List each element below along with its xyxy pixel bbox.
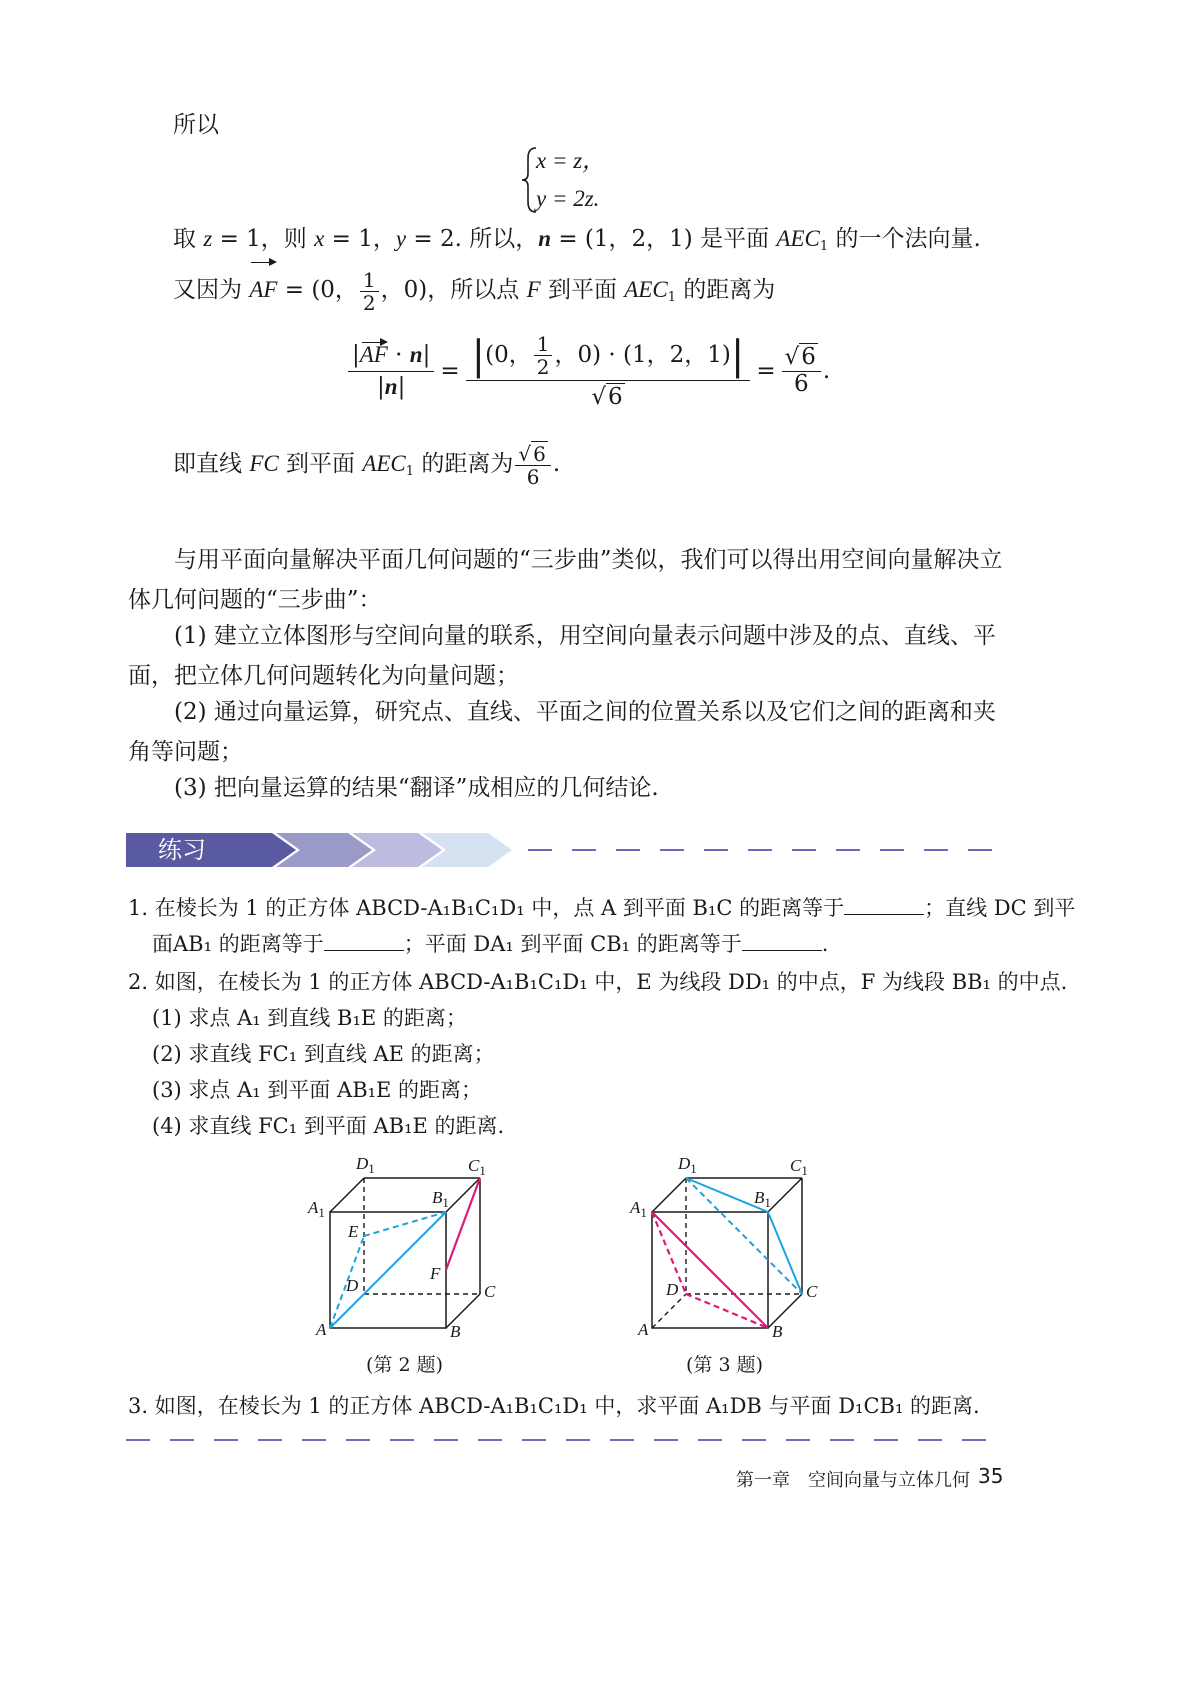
equation-y-eq-2z: y = 2z. xyxy=(536,186,600,211)
summary-step-1: (1) 建立立体图形与空间向量的联系，用空间向量表示问题中涉及的点、直线、平面，把立体几何问题转化为向量问题； xyxy=(128,623,996,689)
label-a: A xyxy=(638,1320,649,1339)
practice-banner xyxy=(126,833,1006,867)
label-b: B xyxy=(450,1322,461,1341)
equation-x-eq-z: x = z， xyxy=(536,148,606,173)
footer-chapter: 第一章 空间向量与立体几何 xyxy=(736,1470,970,1491)
practice-end-rule xyxy=(126,1428,1006,1434)
figure-2-cube xyxy=(308,1152,508,1344)
text-suoyi: 所以 xyxy=(173,112,219,138)
label-a1: $A_1$ xyxy=(630,1198,647,1220)
label-c: C xyxy=(806,1282,818,1301)
distance-formula: $\frac{|AF \cdot n|}{|n|}$ = | (0， $\frac{1}{2}$ ，0) · (1，2，1) | √6 = $\frac{√6}{6}$ . xyxy=(346,326,830,416)
label-d: D xyxy=(346,1276,359,1295)
fraction-conclusion: $\frac{√ 6}{6}$ xyxy=(515,443,550,488)
label-d: D xyxy=(666,1280,679,1299)
text-vector-af: 又因为 AF = (0， $\frac{1}{2}$ ，0)，所以点 F 到平面 $AEC_1$ 的距离为 xyxy=(173,262,775,318)
label-d1: $D_1$ xyxy=(356,1154,375,1176)
label-a: A xyxy=(316,1320,327,1339)
exercise-2: 2. 如图，在棱长为 1 的正方体 ABCD-A₁B₁C₁D₁ 中，E 为线段 DD₁ 的中点，F 为线段 BB₁ 的中点. xyxy=(128,970,1068,994)
summary-intro: 与用平面向量解决平面几何问题的“三步曲”类似，我们可以得出用空间向量解决立体几何问题的“三步曲”： xyxy=(128,547,1003,613)
vector-af: AF xyxy=(249,262,277,318)
label-c1: $C_1$ xyxy=(790,1156,808,1178)
answer-blank-3[interactable] xyxy=(742,930,822,951)
label-d1: $D_1$ xyxy=(678,1154,697,1176)
fraction-result: $\frac{√6}{6}$ xyxy=(782,345,821,397)
exercise-2-part-3: (3) 求点 A₁ 到平面 AB₁E 的距离； xyxy=(152,1078,483,1102)
label-c1: $C_1$ xyxy=(468,1156,486,1178)
exercise-1-line-2: 面AB₁ 的距离等于 ；平面 DA₁ 到平面 CB₁ 的距离等于 . xyxy=(152,932,829,956)
exercise-1-line-1: 1. 在棱长为 1 的正方体 ABCD-A₁B₁C₁D₁ 中，点 A 到平面 B₁C 的距离等于 ；直线 DC 到平 xyxy=(128,896,1076,920)
normal-vector-n: n xyxy=(538,226,552,251)
figure-3-cube xyxy=(630,1152,830,1344)
label-a1: $A_1$ xyxy=(308,1198,325,1220)
text-conclusion: 即直线 FC 到平面 $AEC_1$ 的距离为 $\frac{√ 6}{6}$ . xyxy=(173,441,561,489)
label-b: B xyxy=(772,1322,783,1341)
exercise-3: 3. 如图，在棱长为 1 的正方体 ABCD-A₁B₁C₁D₁ 中，求平面 A₁DB 与平面 D₁CB₁ 的距离. xyxy=(128,1394,980,1418)
label-b1: $B_1$ xyxy=(754,1188,771,1210)
summary-step-2: (2) 通过向量运算，研究点、直线、平面之间的位置关系以及它们之间的距离和夹角等问题； xyxy=(128,699,996,765)
figure-3-caption: (第 3 题) xyxy=(686,1354,763,1376)
exercise-2-part-4: (4) 求直线 FC₁ 到平面 AB₁E 的距离. xyxy=(152,1114,505,1138)
fraction-computation: | (0， $\frac{1}{2}$ ，0) · (1，2，1) | √6 xyxy=(466,331,751,410)
label-c: C xyxy=(484,1282,496,1301)
summary-step-3: (3) 把向量运算的结果“翻译”成相应的几何结论. xyxy=(174,775,659,801)
exercise-2-part-1: (1) 求点 A₁ 到直线 B₁E 的距离； xyxy=(152,1006,467,1030)
label-f: F xyxy=(430,1264,441,1283)
answer-blank-1[interactable] xyxy=(844,894,924,915)
page-number: 35 xyxy=(978,1464,1004,1488)
fraction-af-dot-n: $\frac{|AF \cdot n|}{|n|}$ xyxy=(348,340,434,402)
figure-2-caption: (第 2 题) xyxy=(366,1354,443,1376)
label-e: E xyxy=(348,1222,359,1241)
exercise-2-part-2: (2) 求直线 FC₁ 到直线 AE 的距离； xyxy=(152,1042,495,1066)
answer-blank-2[interactable] xyxy=(324,930,404,951)
fraction-half: $\frac{1}{2}$ xyxy=(360,269,379,314)
text-take-values: 取 z = 1，则 x = 1，y = 2. 所以，n = (1，2，1) 是平面 $AEC_1$ 的一个法向量. xyxy=(173,226,981,254)
practice-title: 练习 xyxy=(158,836,206,864)
label-b1: $B_1$ xyxy=(432,1188,449,1210)
